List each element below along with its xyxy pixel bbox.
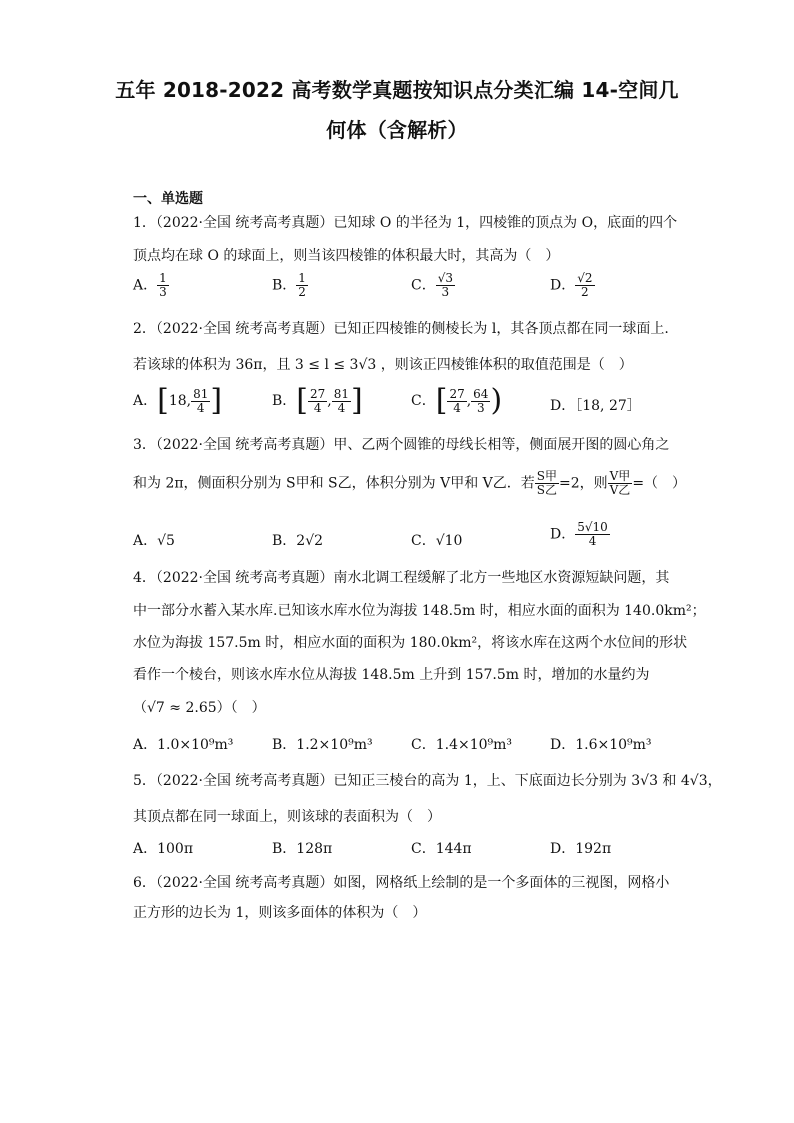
question-3-line-1: 3．（2022·全国 统考高考真题）甲、乙两个圆锥的母线长相等，侧面展开图的圆心角之: [133, 437, 670, 453]
question-6-line-1: 6．（2022·全国 统考高考真题）如图，网格纸上绘制的是一个多面体的三视图，网格小: [133, 875, 670, 891]
q3-option-b: B．2√2: [272, 533, 324, 549]
q3-option-c: C．√10: [411, 533, 463, 549]
question-5-line-1: 5．（2022·全国 统考高考真题）已知正三棱台的高为 1，上、下底面边长分别为 3√3 和 4√3，: [133, 773, 722, 789]
q5-option-b: B．128π: [272, 841, 333, 857]
q1-option-d: D． $\frac{√2}{2}$: [550, 271, 593, 299]
question-1-line-1: 1．（2022·全国 统考高考真题）已知球 O 的半径为 1，四棱锥的顶点为 O，底面的四个: [133, 215, 678, 231]
question-2-line-1: 2．（2022·全国 统考高考真题）已知正四棱锥的侧棱长为 l，其各顶点都在同一球面上.: [133, 321, 669, 337]
question-4-line-3: 水位为海拔 157.5m 时，相应水面的面积为 180.0km²，将该水库在这两个水位间的形状: [133, 635, 688, 651]
q2-option-a: A．[18, $\frac{81}{4}$ ]: [133, 383, 223, 418]
question-6-line-2: 正方形的边长为 1，则该多面体的体积为（ ）: [133, 905, 427, 921]
q4-option-d: D．1.6×10⁹m³: [550, 737, 652, 753]
page-title: 五年 2018-2022 高考数学真题按知识点分类汇编 14-空间几: [115, 78, 679, 102]
q5-option-c: C．144π: [411, 841, 472, 857]
question-4-line-4: 看作一个棱台，则该水库水位从海拔 148.5m 上升到 157.5m 时，增加的水量约为: [133, 667, 650, 683]
question-5-line-2: 其顶点都在同一球面上，则该球的表面积为（ ）: [133, 809, 441, 825]
question-4-line-2: 中一部分水蓄入某水库.已知该水库水位为海拔 148.5m 时，相应水面的面积为 140.0km²；: [133, 603, 706, 619]
question-3-line-2: 和为 2π，侧面积分别为 S甲和 S乙，体积分别为 V甲和 V乙．若 $\frac{\text{S甲}}{\text{S乙}}$ =2，则 $\frac{\text{V甲}}{\text{V乙}}$ =（ ）: [133, 469, 687, 497]
section-heading: 一、单选题: [133, 191, 203, 207]
q1-option-a: A． $\frac{1}{3}$: [133, 271, 167, 299]
question-4-line-1: 4．（2022·全国 统考高考真题）南水北调工程缓解了北方一些地区水资源短缺问题，其: [133, 570, 670, 586]
q5-option-a: A．100π: [133, 841, 194, 857]
q2-option-c: C．[ $\frac{27}{4}$ , $\frac{64}{3}$ ): [411, 383, 503, 418]
question-4-line-5: （√7 ≈ 2.65）（ ）: [133, 700, 266, 716]
q1-option-c: C． $\frac{√3}{3}$: [411, 271, 453, 299]
q2-option-b: B．[ $\frac{27}{4}$ , $\frac{81}{4}$ ]: [272, 383, 363, 418]
q5-option-d: D．192π: [550, 841, 612, 857]
q4-option-c: C．1.4×10⁹m³: [411, 737, 513, 753]
q3-option-a: A．√5: [133, 533, 175, 549]
q3-option-d: D． $\frac{5√10}{4}$: [550, 520, 608, 548]
q4-option-b: B．1.2×10⁹m³: [272, 737, 373, 753]
q1-option-b: B． $\frac{1}{2}$: [272, 271, 306, 299]
q4-option-a: A．1.0×10⁹m³: [133, 737, 234, 753]
question-1-line-2: 顶点均在球 O 的球面上，则当该四棱锥的体积最大时，其高为（ ）: [133, 248, 560, 264]
page-title-continued: 何体（含解析）: [326, 118, 468, 142]
q2-option-d: D．［18, 27］: [550, 398, 641, 414]
question-2-line-2: 若该球的体积为 36π，且 3 ≤ l ≤ 3√3 ，则该正四棱锥体积的取值范围是（ ）: [133, 357, 633, 373]
